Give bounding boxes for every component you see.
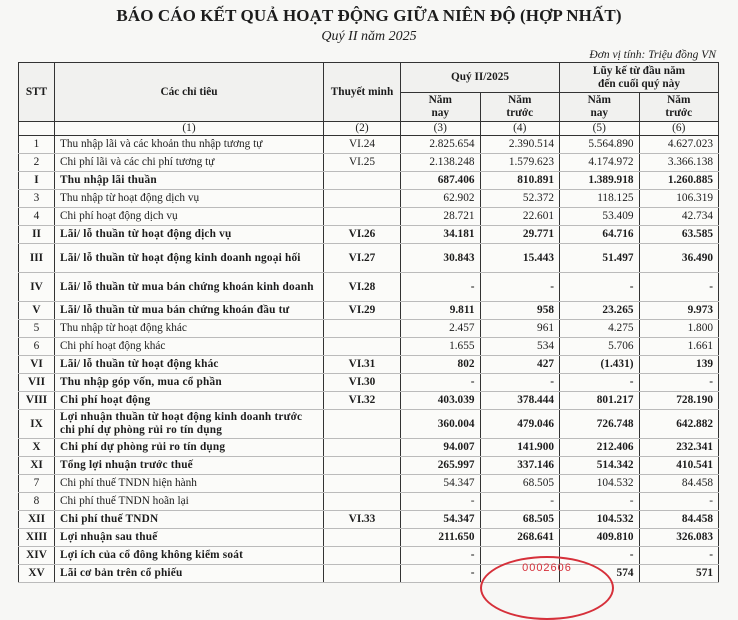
row-ytd-this-year: (1.431): [560, 356, 640, 374]
row-quarter-this-year: -: [401, 493, 481, 511]
row-note-ref: [324, 172, 401, 190]
row-indicator-name: Tổng lợi nhuận trước thuế: [55, 457, 324, 475]
row-stt: XIV: [19, 547, 55, 565]
table-row: [19, 410, 719, 439]
row-indicator-name: Chi phí thuế TNDN hoãn lại: [55, 493, 324, 511]
row-stt: IX: [19, 410, 55, 439]
row-quarter-this-year: 1.655: [401, 338, 481, 356]
row-stt: XI: [19, 457, 55, 475]
row-indicator-name: Lãi/ lỗ thuần từ hoạt động kinh doanh ngoại hối: [55, 244, 324, 273]
label-line: Năm: [428, 94, 452, 106]
header-stt: STT: [19, 63, 55, 122]
label-line: Năm: [508, 94, 532, 106]
row-stt: 6: [19, 338, 55, 356]
row-ytd-last-year: -: [639, 374, 719, 392]
label-line: trước: [665, 107, 693, 119]
row-stt: XV: [19, 565, 55, 583]
header-indicators: Các chỉ tiêu: [55, 63, 324, 122]
row-note-ref: VI.25: [324, 154, 401, 172]
row-stt: 5: [19, 320, 55, 338]
row-note-ref: [324, 457, 401, 475]
row-stt: 7: [19, 475, 55, 493]
row-quarter-last-year: 68.505: [480, 511, 560, 529]
row-quarter-last-year: 268.641: [480, 529, 560, 547]
row-ytd-this-year: 726.748: [560, 410, 640, 439]
table-row: [19, 208, 719, 226]
header-ytd-group: [560, 63, 719, 93]
row-indicator-name: Lãi/ lỗ thuần từ hoạt động dịch vụ: [55, 226, 324, 244]
row-ytd-this-year: 801.217: [560, 392, 640, 410]
row-quarter-last-year: 52.372: [480, 190, 560, 208]
index-cell: (3): [401, 122, 481, 136]
row-ytd-this-year: 4.275: [560, 320, 640, 338]
row-ytd-this-year: -: [560, 374, 640, 392]
row-note-ref: VI.24: [324, 136, 401, 154]
row-quarter-last-year: -: [480, 273, 560, 302]
row-ytd-this-year: 118.125: [560, 190, 640, 208]
row-ytd-this-year: -: [560, 493, 640, 511]
row-ytd-last-year: 1.661: [639, 338, 719, 356]
row-indicator-name: Thu nhập góp vốn, mua cổ phần: [55, 374, 324, 392]
header-quarter-this-year: [401, 93, 481, 122]
row-ytd-this-year: 53.409: [560, 208, 640, 226]
row-indicator-name: Chi phí thuế TNDN: [55, 511, 324, 529]
column-index-row: [19, 122, 719, 136]
index-cell: [19, 122, 55, 136]
table-row: [19, 136, 719, 154]
row-quarter-last-year: 141.900: [480, 439, 560, 457]
table-row: [19, 226, 719, 244]
row-stt: 4: [19, 208, 55, 226]
row-ytd-last-year: 571: [639, 565, 719, 583]
header-ytd-last-year: [639, 93, 719, 122]
row-quarter-last-year: 961: [480, 320, 560, 338]
row-stt: X: [19, 439, 55, 457]
row-ytd-this-year: 104.532: [560, 475, 640, 493]
row-ytd-last-year: 139: [639, 356, 719, 374]
header-quarter-group: Quý II/2025: [401, 63, 560, 93]
row-stt: 1: [19, 136, 55, 154]
row-stt: V: [19, 302, 55, 320]
row-indicator-name: Lãi/ lỗ thuần từ mua bán chứng khoán đầu tư: [55, 302, 324, 320]
row-ytd-this-year: 5.564.890: [560, 136, 640, 154]
row-note-ref: VI.26: [324, 226, 401, 244]
row-indicator-name: Lợi nhuận sau thuế: [55, 529, 324, 547]
row-quarter-this-year: 28.721: [401, 208, 481, 226]
row-ytd-this-year: -: [560, 273, 640, 302]
income-statement-table: [18, 62, 719, 583]
row-quarter-last-year: -: [480, 493, 560, 511]
row-ytd-last-year: 4.627.023: [639, 136, 719, 154]
header-quarter-last-year: [480, 93, 560, 122]
table-row: [19, 529, 719, 547]
row-quarter-last-year: -: [480, 374, 560, 392]
row-quarter-last-year: 958: [480, 302, 560, 320]
row-ytd-this-year: 23.265: [560, 302, 640, 320]
row-note-ref: [324, 338, 401, 356]
row-note-ref: VI.30: [324, 374, 401, 392]
row-note-ref: VI.33: [324, 511, 401, 529]
row-note-ref: [324, 439, 401, 457]
table-row: [19, 356, 719, 374]
report-period: Quý II năm 2025: [321, 29, 417, 44]
row-indicator-name: Chi phí hoạt động: [55, 392, 324, 410]
label-line: nay: [431, 107, 450, 119]
row-ytd-this-year: 51.497: [560, 244, 640, 273]
table-row: [19, 154, 719, 172]
row-quarter-this-year: 403.039: [401, 392, 481, 410]
row-quarter-last-year: 1.579.623: [480, 154, 560, 172]
row-stt: VIII: [19, 392, 55, 410]
company-seal: [480, 556, 614, 620]
table-row: [19, 511, 719, 529]
table-row: [19, 244, 719, 273]
row-quarter-last-year: 68.505: [480, 475, 560, 493]
currency-unit: Đơn vị tính: Triệu đồng VN: [589, 49, 716, 61]
row-quarter-this-year: 687.406: [401, 172, 481, 190]
row-quarter-this-year: 2.825.654: [401, 136, 481, 154]
index-cell: (2): [324, 122, 401, 136]
row-ytd-last-year: 63.585: [639, 226, 719, 244]
row-indicator-name: Chi phí hoạt động khác: [55, 338, 324, 356]
row-quarter-this-year: 34.181: [401, 226, 481, 244]
row-stt: III: [19, 244, 55, 273]
table-row: [19, 547, 719, 565]
row-quarter-this-year: 802: [401, 356, 481, 374]
row-ytd-this-year: 409.810: [560, 529, 640, 547]
row-note-ref: [324, 529, 401, 547]
row-quarter-last-year: 337.146: [480, 457, 560, 475]
row-indicator-name: Thu nhập từ hoạt động khác: [55, 320, 324, 338]
row-note-ref: [324, 547, 401, 565]
row-ytd-last-year: 9.973: [639, 302, 719, 320]
table-row: [19, 172, 719, 190]
row-quarter-last-year: 15.443: [480, 244, 560, 273]
row-stt: VII: [19, 374, 55, 392]
row-ytd-this-year: 1.389.918: [560, 172, 640, 190]
row-indicator-name: Chi phí dự phòng rủi ro tín dụng: [55, 439, 324, 457]
row-quarter-this-year: 9.811: [401, 302, 481, 320]
row-quarter-this-year: 62.902: [401, 190, 481, 208]
row-stt: II: [19, 226, 55, 244]
table-row: [19, 565, 719, 583]
label-line: Năm: [587, 94, 611, 106]
table-row: [19, 320, 719, 338]
row-quarter-last-year: 479.046: [480, 410, 560, 439]
row-stt: 8: [19, 493, 55, 511]
row-ytd-this-year: 104.532: [560, 511, 640, 529]
row-ytd-last-year: -: [639, 547, 719, 565]
row-ytd-this-year: 5.706: [560, 338, 640, 356]
header-ytd-line1: Lũy kế từ đầu năm: [592, 64, 686, 77]
row-ytd-last-year: 642.882: [639, 410, 719, 439]
row-stt: 3: [19, 190, 55, 208]
row-stt: XII: [19, 511, 55, 529]
row-quarter-this-year: 360.004: [401, 410, 481, 439]
row-quarter-this-year: 2.457: [401, 320, 481, 338]
row-note-ref: VI.27: [324, 244, 401, 273]
table-row: [19, 374, 719, 392]
table-row: [19, 457, 719, 475]
row-ytd-last-year: -: [639, 273, 719, 302]
table-row: [19, 475, 719, 493]
row-quarter-last-year: 22.601: [480, 208, 560, 226]
row-indicator-name: Thu nhập từ hoạt động dịch vụ: [55, 190, 324, 208]
row-ytd-last-year: 728.190: [639, 392, 719, 410]
report-title: BÁO CÁO KẾT QUẢ HOẠT ĐỘNG GIỮA NIÊN ĐỘ (HỢP NHẤT): [116, 6, 622, 25]
row-note-ref: VI.31: [324, 356, 401, 374]
row-indicator-name: Chi phí lãi và các chi phí tương tự: [55, 154, 324, 172]
row-note-ref: VI.29: [324, 302, 401, 320]
table-row: [19, 392, 719, 410]
row-indicator-name: Lợi nhuận thuần từ hoạt động kinh doanh trước chi phí dự phòng rủi ro tín dụng: [55, 410, 324, 439]
row-quarter-last-year: 810.891: [480, 172, 560, 190]
row-ytd-this-year: 574: [560, 565, 640, 583]
row-ytd-this-year: 4.174.972: [560, 154, 640, 172]
row-indicator-name: Lợi ích của cổ đông không kiểm soát: [55, 547, 324, 565]
row-indicator-name: Lãi cơ bản trên cổ phiếu: [55, 565, 324, 583]
row-note-ref: [324, 208, 401, 226]
row-ytd-last-year: 410.541: [639, 457, 719, 475]
header-ytd-this-year: [560, 93, 640, 122]
row-ytd-last-year: -: [639, 493, 719, 511]
row-note-ref: [324, 565, 401, 583]
row-note-ref: [324, 475, 401, 493]
row-ytd-last-year: 1.260.885: [639, 172, 719, 190]
row-ytd-last-year: 3.366.138: [639, 154, 719, 172]
row-ytd-this-year: 212.406: [560, 439, 640, 457]
row-ytd-this-year: 514.342: [560, 457, 640, 475]
row-ytd-last-year: 1.800: [639, 320, 719, 338]
row-quarter-last-year: 427: [480, 356, 560, 374]
table-row: [19, 493, 719, 511]
table-row: [19, 190, 719, 208]
index-cell: (4): [480, 122, 560, 136]
row-quarter-this-year: 211.650: [401, 529, 481, 547]
row-ytd-last-year: 84.458: [639, 511, 719, 529]
row-ytd-last-year: 232.341: [639, 439, 719, 457]
row-ytd-last-year: 36.490: [639, 244, 719, 273]
row-quarter-last-year: 29.771: [480, 226, 560, 244]
row-ytd-last-year: 326.083: [639, 529, 719, 547]
row-note-ref: [324, 190, 401, 208]
row-note-ref: [324, 320, 401, 338]
seal-text: 0002606: [522, 562, 572, 574]
row-quarter-this-year: 54.347: [401, 511, 481, 529]
row-stt: IV: [19, 273, 55, 302]
row-quarter-this-year: -: [401, 273, 481, 302]
row-quarter-this-year: -: [401, 374, 481, 392]
header-notes: Thuyết minh: [324, 63, 401, 122]
row-ytd-this-year: 64.716: [560, 226, 640, 244]
row-stt: XIII: [19, 529, 55, 547]
index-cell: (1): [55, 122, 324, 136]
row-indicator-name: Lãi/ lỗ thuần từ mua bán chứng khoán kinh doanh: [55, 273, 324, 302]
index-cell: (6): [639, 122, 719, 136]
row-note-ref: VI.32: [324, 392, 401, 410]
row-indicator-name: Lãi/ lỗ thuần từ hoạt động khác: [55, 356, 324, 374]
row-stt: I: [19, 172, 55, 190]
row-indicator-name: Thu nhập lãi và các khoản thu nhập tương tự: [55, 136, 324, 154]
row-stt: 2: [19, 154, 55, 172]
index-cell: (5): [560, 122, 640, 136]
row-ytd-last-year: 106.319: [639, 190, 719, 208]
label-line: Năm: [667, 94, 691, 106]
row-indicator-name: Chi phí thuế TNDN hiện hành: [55, 475, 324, 493]
row-quarter-this-year: 2.138.248: [401, 154, 481, 172]
row-note-ref: [324, 410, 401, 439]
table-row: [19, 439, 719, 457]
row-ytd-last-year: 84.458: [639, 475, 719, 493]
row-ytd-last-year: 42.734: [639, 208, 719, 226]
row-quarter-this-year: 30.843: [401, 244, 481, 273]
table-row: [19, 338, 719, 356]
row-quarter-last-year: 378.444: [480, 392, 560, 410]
row-quarter-last-year: 2.390.514: [480, 136, 560, 154]
table-row: [19, 302, 719, 320]
row-quarter-last-year: 534: [480, 338, 560, 356]
row-indicator-name: Thu nhập lãi thuần: [55, 172, 324, 190]
label-line: nay: [590, 107, 609, 119]
label-line: trước: [506, 107, 534, 119]
row-quarter-this-year: 94.007: [401, 439, 481, 457]
row-indicator-name: Chi phí hoạt động dịch vụ: [55, 208, 324, 226]
row-quarter-this-year: -: [401, 547, 481, 565]
row-stt: VI: [19, 356, 55, 374]
row-quarter-this-year: 265.997: [401, 457, 481, 475]
row-note-ref: VI.28: [324, 273, 401, 302]
row-note-ref: [324, 493, 401, 511]
row-quarter-this-year: -: [401, 565, 481, 583]
row-ytd-this-year: -: [560, 547, 640, 565]
header-ytd-line2: đến cuối quý này: [598, 77, 680, 90]
row-quarter-this-year: 54.347: [401, 475, 481, 493]
table-row: [19, 273, 719, 302]
